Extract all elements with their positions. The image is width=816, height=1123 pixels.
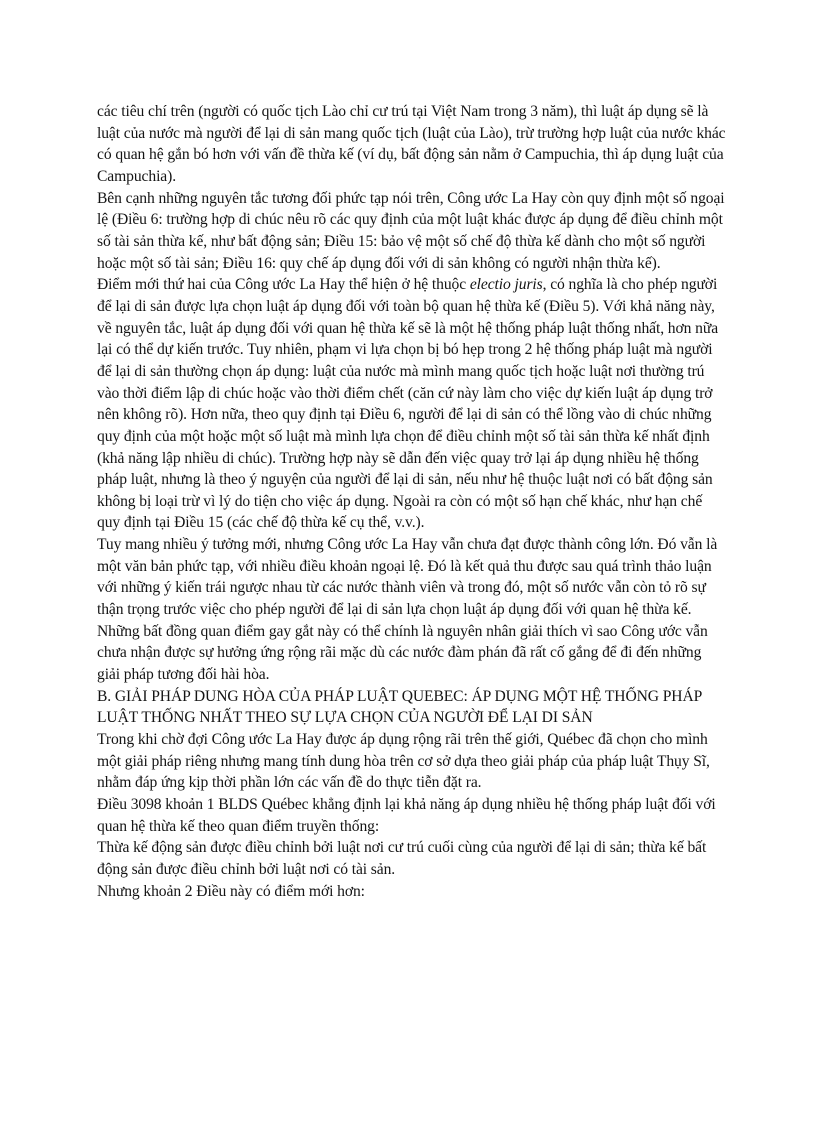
paragraph-2: Bên cạnh những nguyên tắc tương đối phức tạp nói trên, Công ước La Hay còn quy định một số ngoại lệ (Điều 6: trường hợp di chúc nêu rõ các quy định của một luật khác được áp dụng để điều chỉnh một số tài sản thừa kế, như bất động sản; Điều 15: bảo vệ một số chế độ thừa kế dành cho một số người hoặc một số tài sản; Điều 16: quy chế áp dụng đối với di sản không có người nhận thừa kế). [97,189,725,272]
document-body [97,101,727,902]
section-heading-b: B. GIẢI PHÁP DUNG HÒA CỦA PHÁP LUẬT QUEBEC: ÁP DỤNG MỘT HỆ THỐNG PHÁP LUẬT THỐNG NHẤT THEO SỰ LỰA CHỌN CỦA NGƯỜI ĐỂ LẠI DI SẢN [97,687,702,727]
paragraph-4: Tuy mang nhiều ý tưởng mới, nhưng Công ước La Hay vẫn chưa đạt được thành công lớn. Đó vẫn là một văn bản phức tạp, với nhiều điều khoản ngoại lệ. Đó là kết quả thu được sau quá trình thảo luận với những ý kiến trái ngược nhau từ các nước thành viên và trong đó, một số nước vẫn còn tỏ rõ sự thận trọng trước việc cho phép người để lại di sản lựa chọn luật áp dụng đối với quan hệ thừa kế. Những bất đồng quan điểm gay gắt này có thể chính là nguyên nhân giải thích vì sao Công ước vẫn chưa nhận được sự hưởng ứng rộng rãi mặc dù các nước đàm phán đã rất cố gắng để đi đến những giải pháp tương đối hài hòa. [97,536,718,684]
latin-term-electio-juris: electio juris [469,276,543,294]
paragraph-3 [97,274,727,534]
paragraph-8: Nhưng khoản 2 Điều này có điểm mới hơn: [97,882,365,900]
paragraph-3-rest: , có nghĩa là cho phép người để lại di sản được lựa chọn luật áp dụng đối với toàn bộ quan hệ thừa kế (Điều 5). Với khả năng này, về nguyên tắc, luật áp dụng đối với quan hệ thừa kế sẽ là một hệ thống pháp luật thống nhất, hơn nữa lại có thể dự kiến trước. Tuy nhiên, phạm vi lựa chọn bị bó hẹp trong 2 hệ thống pháp luật mà người để lại di sản thường chọn áp dụng: luật của nước mà mình mang quốc tịch hoặc luật nơi thường trú vào thời điểm lập di chúc hoặc vào thời điểm chết (căn cứ này làm cho việc dự kiến luật áp dụng trở nên không rõ). Hơn nữa, theo quy định tại Điều 6, người để lại di sản có thể lồng vào di chúc những quy định của một hoặc một số luật mà mình lựa chọn để điều chỉnh một số tài sản thừa kế nhất định (khả năng lập nhiều di chúc). Trường hợp này sẽ dẫn đến việc quay trở lại áp dụng nhiều hệ thống pháp luật, nhưng là theo ý nguyện của người để lại di sản, nếu như hệ thuộc luật nơi có bất động sản không bị loại trừ vì lý do tiện cho việc áp dụng. Ngoài ra còn có một số hạn chế khác, như hạn chế quy định tại Điều 15 (các chế độ thừa kế cụ thể, v.v.). [97,276,719,532]
paragraph-5: Trong khi chờ đợi Công ước La Hay được áp dụng rộng rãi trên thế giới, Québec đã chọn cho mình một giải pháp riêng nhưng mang tính dung hòa trên cơ sở dựa theo giải pháp của pháp luật Thụy Sĩ, nhằm đáp ứng kịp thời phần lớn các vấn đề do thực tiễn đặt ra. [97,731,710,792]
paragraph-1: các tiêu chí trên (người có quốc tịch Lào chỉ cư trú tại Việt Nam trong 3 năm), thì luật áp dụng sẽ là luật của nước mà người để lại di sản mang quốc tịch (luật của Lào), trừ trường hợp luật của nước khác có quan hệ gắn bó hơn với vấn đề thừa kế (ví dụ, bất động sản nằm ở Campuchia, thì áp dụng luật của Campuchia). [97,103,726,185]
paragraph-6: Điều 3098 khoản 1 BLDS Québec khẳng định lại khả năng áp dụng nhiều hệ thống pháp luật đối với quan hệ thừa kế theo quan điểm truyền thống: [97,796,716,835]
paragraph-3-lead: Điểm mới thứ hai của Công ước La Hay thể hiện ở hệ thuộc [97,276,470,294]
paragraph-7: Thừa kế động sản được điều chỉnh bởi luật nơi cư trú cuối cùng của người để lại di sản; thừa kế bất động sản được điều chỉnh bởi luật nơi có tài sản. [97,839,707,878]
